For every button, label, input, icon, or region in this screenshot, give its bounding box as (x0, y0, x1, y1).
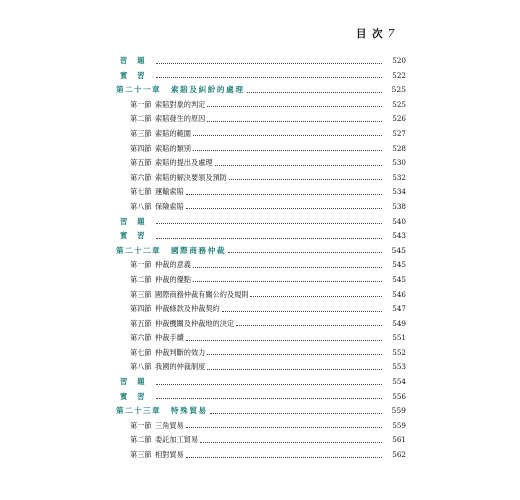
toc-label (116, 375, 156, 390)
toc-title: 索賠的類別 (155, 143, 191, 153)
toc-label (116, 288, 250, 303)
toc-page-number: 553 (392, 362, 406, 372)
toc-entry (116, 375, 382, 390)
toc-title: 索賠的提出及處理 (155, 158, 213, 168)
toc-entry (116, 156, 382, 171)
toc-page-number: 547 (392, 304, 406, 314)
toc-title: 仲裁機關及仲裁地的決定 (155, 318, 235, 328)
dot-leader (186, 200, 382, 210)
toc-exercise-row (116, 375, 406, 390)
toc-entry (116, 83, 382, 98)
toc-entry (116, 317, 382, 332)
dot-leader (193, 273, 382, 283)
toc-title: 仲裁條款及仲裁契約 (155, 304, 220, 314)
toc-entry (116, 419, 382, 434)
toc-number: 第六節 (130, 172, 152, 182)
toc-number: 第一節 (130, 260, 152, 270)
toc-title: 保險索賠 (155, 201, 184, 211)
dot-leader (193, 127, 382, 137)
toc-title: 索賠對象的判定 (155, 99, 206, 109)
toc-title: 仲裁的意義 (155, 260, 191, 270)
page-header (356, 26, 446, 41)
toc-entry (116, 433, 382, 448)
dot-leader (193, 142, 382, 152)
toc-page-number: 525 (392, 99, 406, 109)
toc-label (116, 302, 222, 317)
toc-number: 實習 (120, 70, 155, 80)
dot-leader (210, 404, 382, 414)
toc-title: 三角貿易 (155, 420, 184, 430)
toc-chapter-row (116, 404, 406, 419)
toc-page-number: 556 (392, 391, 406, 401)
toc-label (116, 360, 207, 375)
toc-page-number: 525 (391, 85, 406, 95)
toc-number: 實習 (120, 391, 155, 401)
toc-entry (116, 390, 382, 405)
toc-page-number: 554 (392, 377, 406, 387)
toc-number: 實習 (120, 231, 155, 241)
toc-section-row (116, 433, 406, 448)
toc-page-number: 545 (391, 245, 406, 255)
toc-title: 仲裁的優點 (155, 274, 191, 284)
toc-label (116, 419, 186, 434)
toc-title: 仲裁判斷的效力 (155, 347, 206, 357)
toc-section-row (116, 200, 406, 215)
toc-exercise-row (116, 69, 406, 84)
toc-title: 仲裁手續 (155, 333, 184, 343)
toc-chapter-row (116, 244, 406, 259)
toc-page-number: 528 (392, 143, 406, 153)
toc-entry (116, 448, 382, 463)
toc-page-number: 534 (392, 187, 406, 197)
toc-title: 運輸索賠 (155, 187, 184, 197)
dot-leader (193, 258, 382, 268)
toc-number: 第五節 (130, 318, 152, 328)
toc-number: 習題 (120, 216, 155, 226)
toc-page-number: 545 (392, 274, 406, 284)
toc-exercise-row (116, 215, 406, 230)
toc-label (116, 390, 156, 405)
toc-number: 第一節 (130, 420, 152, 430)
toc-section-row (116, 331, 406, 346)
toc-label (116, 171, 229, 186)
toc-entry (116, 54, 382, 69)
toc-entry (116, 200, 382, 215)
toc-label (116, 331, 186, 346)
toc-label (116, 142, 193, 157)
toc-number: 第二十三章 (116, 406, 161, 416)
dot-leader (228, 244, 382, 254)
toc-title: 委託加工貿易 (155, 435, 199, 445)
toc-entry (116, 288, 382, 303)
header-page-number: 7 (387, 27, 396, 40)
dot-leader (207, 112, 382, 122)
toc-page-number: 540 (392, 216, 406, 226)
toc-label (116, 273, 193, 288)
header-title: 目 次 (356, 28, 384, 40)
dot-leader (236, 317, 382, 327)
toc-number: 第三節 (130, 289, 152, 299)
toc-chapter-row (116, 83, 406, 98)
toc-label (116, 258, 193, 273)
toc-number: 第二十一章 (116, 85, 161, 95)
toc-label (116, 317, 236, 332)
dot-leader (156, 215, 382, 225)
dot-leader (207, 346, 382, 356)
toc-entry (116, 244, 382, 259)
toc-section-row (116, 258, 406, 273)
toc-section-row (116, 360, 406, 375)
toc-section-row (116, 288, 406, 303)
toc-section-row (116, 419, 406, 434)
toc-number: 第四節 (130, 304, 152, 314)
toc-section-row (116, 346, 406, 361)
dot-leader (156, 69, 382, 79)
toc-label (116, 404, 210, 419)
toc-number: 習題 (120, 377, 155, 387)
dot-leader (229, 171, 382, 181)
toc-number: 第三節 (130, 450, 152, 460)
toc-title: 特殊貿易 (170, 406, 208, 416)
toc-number: 第七節 (130, 187, 152, 197)
toc-section-row (116, 171, 406, 186)
toc-section-row (116, 448, 406, 463)
toc-exercise-row (116, 54, 406, 69)
toc-page-number: 527 (392, 128, 406, 138)
toc-section-row (116, 112, 406, 127)
toc-label (116, 112, 207, 127)
toc-number: 第四節 (130, 143, 152, 153)
toc-label (116, 54, 156, 69)
toc-page-number: 561 (392, 435, 406, 445)
toc-page-number: 532 (392, 172, 406, 182)
toc-section-row (116, 142, 406, 157)
toc-entry (116, 229, 382, 244)
toc-number: 第二節 (130, 114, 152, 124)
toc-entry (116, 258, 382, 273)
dot-leader (156, 390, 382, 400)
toc-title: 索賠的範圍 (155, 128, 191, 138)
toc-label (116, 229, 156, 244)
toc-label (116, 215, 156, 230)
dot-leader (247, 83, 382, 93)
dot-leader (215, 156, 382, 166)
toc-section-row (116, 302, 406, 317)
toc-number: 第八節 (130, 362, 152, 372)
toc-section-row (116, 156, 406, 171)
toc-entry (116, 98, 382, 113)
toc-section-row (116, 317, 406, 332)
toc-entry (116, 142, 382, 157)
toc-entry (116, 302, 382, 317)
toc-page-number: 530 (392, 158, 406, 168)
dot-leader (186, 331, 382, 341)
toc-section-row (116, 98, 406, 113)
toc-entry (116, 404, 382, 419)
toc-entry (116, 185, 382, 200)
toc-section-row (116, 127, 406, 142)
dot-leader (222, 302, 382, 312)
toc-number: 第二十二章 (116, 245, 161, 255)
toc-label (116, 83, 247, 98)
dot-leader (156, 54, 382, 64)
toc-page-number: 559 (392, 420, 406, 430)
toc-number: 習題 (120, 56, 155, 65)
toc-entry (116, 112, 382, 127)
toc-entry (116, 69, 382, 84)
toc-entry (116, 360, 382, 375)
toc-label (116, 185, 186, 200)
toc-page-number: 546 (392, 289, 406, 299)
toc-label (116, 200, 186, 215)
toc-label (116, 98, 207, 113)
toc-page-number: 543 (392, 231, 406, 241)
toc-entry (116, 331, 382, 346)
toc-number: 第五節 (130, 158, 152, 168)
toc-exercise-row (116, 229, 406, 244)
toc-title: 相對貿易 (155, 450, 184, 460)
toc-page-number: 520 (392, 56, 406, 65)
toc-label (116, 244, 228, 259)
toc-section-row (116, 185, 406, 200)
toc-entry (116, 215, 382, 230)
table-of-contents (116, 54, 406, 463)
toc-label (116, 346, 207, 361)
dot-leader (156, 375, 382, 385)
toc-exercise-row (116, 390, 406, 405)
toc-title: 我國的仲裁制度 (155, 362, 206, 372)
toc-page-number: 551 (392, 333, 406, 343)
toc-number: 第二節 (130, 274, 152, 284)
toc-title: 索賠發生的原因 (155, 114, 206, 124)
toc-title: 索賠的解決要領及預防 (155, 172, 227, 182)
toc-page-number: 549 (392, 318, 406, 328)
toc-label (116, 156, 215, 171)
toc-label (116, 448, 186, 463)
toc-label (116, 127, 193, 142)
toc-title: 國際商務仲裁 (170, 245, 227, 255)
toc-section-row (116, 273, 406, 288)
toc-title: 國際商務仲裁有關公約及規則 (155, 289, 249, 299)
toc-entry (116, 273, 382, 288)
toc-entry (116, 127, 382, 142)
toc-entry (116, 346, 382, 361)
dot-leader (186, 185, 382, 195)
toc-number: 第一節 (130, 99, 152, 109)
toc-page-number: 562 (392, 450, 406, 460)
toc-entry (116, 171, 382, 186)
dot-leader (207, 360, 382, 370)
toc-page-number: 526 (392, 114, 406, 124)
dot-leader (186, 448, 382, 458)
toc-label (116, 69, 156, 84)
toc-page-number: 545 (392, 260, 406, 270)
toc-number: 第六節 (130, 333, 152, 343)
toc-number: 第二節 (130, 435, 152, 445)
toc-label (116, 433, 200, 448)
dot-leader (186, 419, 382, 429)
toc-page-number: 522 (392, 70, 406, 80)
toc-title: 索賠及糾紛的處理 (170, 85, 245, 95)
toc-page-number: 552 (392, 347, 406, 357)
toc-number: 第三節 (130, 128, 152, 138)
dot-leader (200, 433, 382, 443)
toc-number: 第七節 (130, 347, 152, 357)
toc-page-number: 538 (392, 201, 406, 211)
dot-leader (156, 229, 382, 239)
toc-number: 第八節 (130, 201, 152, 211)
dot-leader (207, 98, 382, 108)
dot-leader (250, 288, 382, 298)
toc-page-number: 559 (391, 406, 406, 416)
